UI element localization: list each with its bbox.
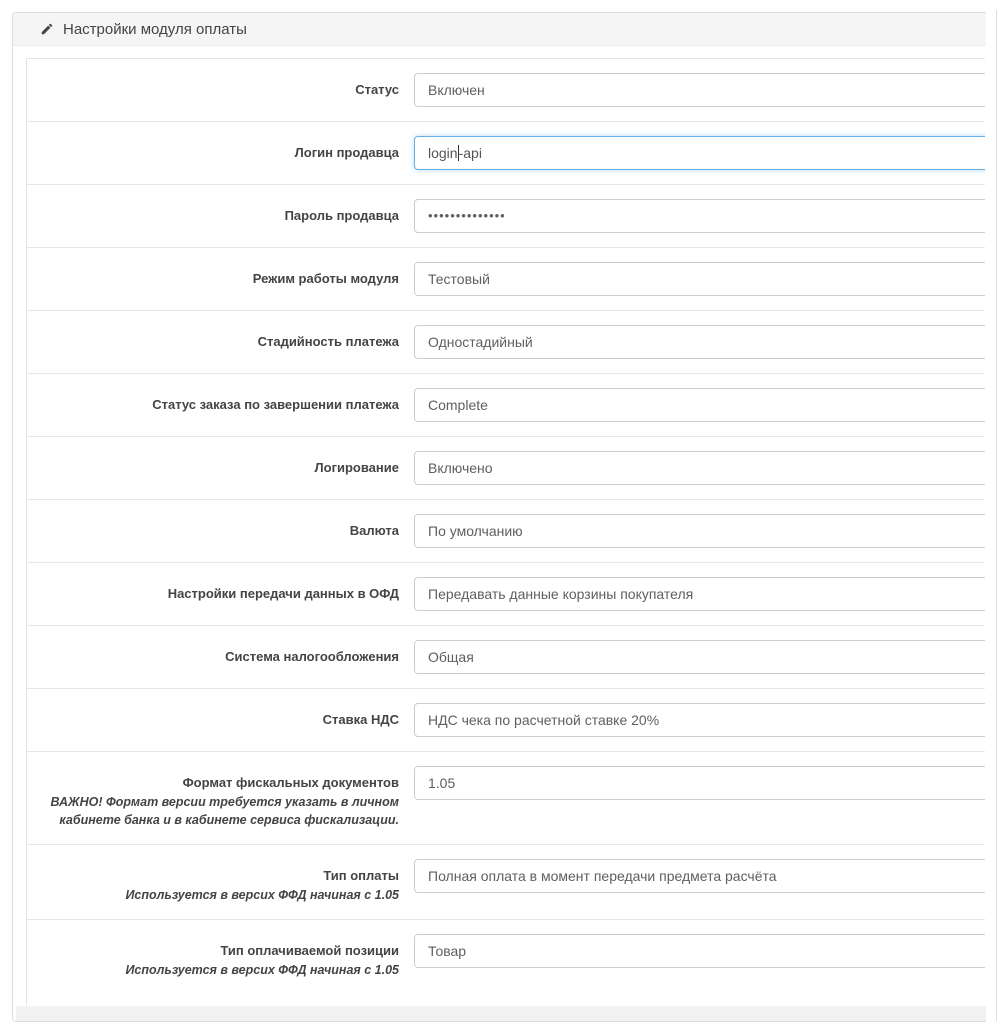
field-input-column (399, 514, 985, 548)
field-label-column (27, 934, 399, 997)
field-label: Система налогообложения (225, 649, 399, 664)
panel-body (13, 46, 996, 1022)
field-label: Тип оплачиваемой позиции (220, 942, 399, 958)
field-note: ВАЖНО! Формат версии требуется указать в личном кабинете банка и в кабинете сервиса фискализации. (50, 795, 399, 827)
field-label: Логирование (314, 460, 399, 475)
ofd-data-transfer-select[interactable]: Передавать данные корзины покупателя (414, 577, 985, 611)
field-label: Статус заказа по завершении платежа (152, 397, 399, 412)
field-label-column (27, 73, 399, 107)
paid-position-type-select[interactable]: Товар (414, 934, 985, 968)
paid-position-type-row (27, 920, 985, 1011)
logging-row (27, 437, 985, 500)
field-label-column (27, 262, 399, 296)
field-label: Стадийность платежа (257, 334, 399, 349)
pencil-icon (40, 22, 54, 36)
horizontal-scrollbar-track[interactable] (16, 1006, 986, 1021)
merchant-password-row (27, 185, 985, 248)
field-label: Логин продавца (294, 145, 399, 160)
field-input-column (399, 640, 985, 674)
field-label-column (27, 199, 399, 233)
field-input-column (399, 136, 985, 170)
merchant-password-input[interactable]: •••••••••••••• (414, 199, 985, 233)
vat-rate-select[interactable]: НДС чека по расчетной ставке 20% (414, 703, 985, 737)
field-label-column (27, 325, 399, 359)
field-label-column (27, 388, 399, 422)
field-label: Валюта (349, 523, 399, 538)
ofd-data-transfer-row (27, 563, 985, 626)
field-label-column (27, 136, 399, 170)
payment-stage-select[interactable]: Одностадийный (414, 325, 985, 359)
field-input-column (399, 451, 985, 485)
payment-stage-row (27, 311, 985, 374)
field-input-column (399, 73, 985, 107)
field-input-column (399, 199, 985, 233)
field-label: Пароль продавца (284, 208, 399, 223)
field-label-column (27, 577, 399, 611)
tax-system-row (27, 626, 985, 689)
field-label-column (27, 859, 399, 905)
field-label: Ставка НДС (322, 712, 399, 727)
merchant-login-input[interactable] (414, 136, 985, 170)
field-note: Используется в версих ФФД начиная с 1.05 (125, 888, 399, 902)
field-input-column (399, 766, 985, 830)
order-status-on-complete-row (27, 374, 985, 437)
field-label-column (27, 514, 399, 548)
tax-system-select[interactable]: Общая (414, 640, 985, 674)
field-label: Режим работы модуля (252, 271, 399, 286)
status-row (27, 59, 985, 122)
field-input-column (399, 577, 985, 611)
field-input-column (399, 703, 985, 737)
field-note: Используется в версих ФФД начиная с 1.05 (125, 962, 399, 977)
vertical-scrollbar-zone[interactable] (986, 0, 1000, 1034)
panel-heading (13, 13, 996, 46)
field-label: Настройки передачи данных в ОФД (167, 586, 399, 601)
module-mode-row (27, 248, 985, 311)
payment-type-row (27, 845, 985, 920)
field-label-column (27, 703, 399, 737)
field-label-column (27, 766, 399, 830)
ffd-format-row (27, 752, 985, 845)
payment-type-select[interactable]: Полная оплата в момент передачи предмета расчёта (414, 859, 985, 893)
ffd-format-select[interactable]: 1.05 (414, 766, 985, 800)
field-input-column (399, 325, 985, 359)
field-label: Формат фискальных документов (182, 775, 399, 790)
field-input-column (399, 262, 985, 296)
field-label-column (27, 451, 399, 485)
payment-module-settings-panel (12, 12, 997, 1022)
settings-form (26, 58, 985, 1012)
field-label: Тип оплаты (323, 868, 399, 883)
field-input-column (399, 388, 985, 422)
module-mode-select[interactable]: Тестовый (414, 262, 985, 296)
vat-rate-row (27, 689, 985, 752)
input-text-before-caret: login (428, 145, 458, 161)
logging-select[interactable]: Включено (414, 451, 985, 485)
input-text-after-caret: -api (458, 145, 482, 161)
field-label: Статус (355, 82, 399, 97)
field-label-column (27, 640, 399, 674)
field-input-column (399, 859, 985, 905)
currency-row (27, 500, 985, 563)
vertical-scrollbar-line (996, 10, 997, 1021)
field-input-column (399, 934, 985, 997)
merchant-login-row (27, 122, 985, 185)
order-status-on-complete-select[interactable]: Complete (414, 388, 985, 422)
panel-title: Настройки модуля оплаты (63, 20, 247, 38)
status-select[interactable]: Включен (414, 73, 985, 107)
currency-select[interactable]: По умолчанию (414, 514, 985, 548)
